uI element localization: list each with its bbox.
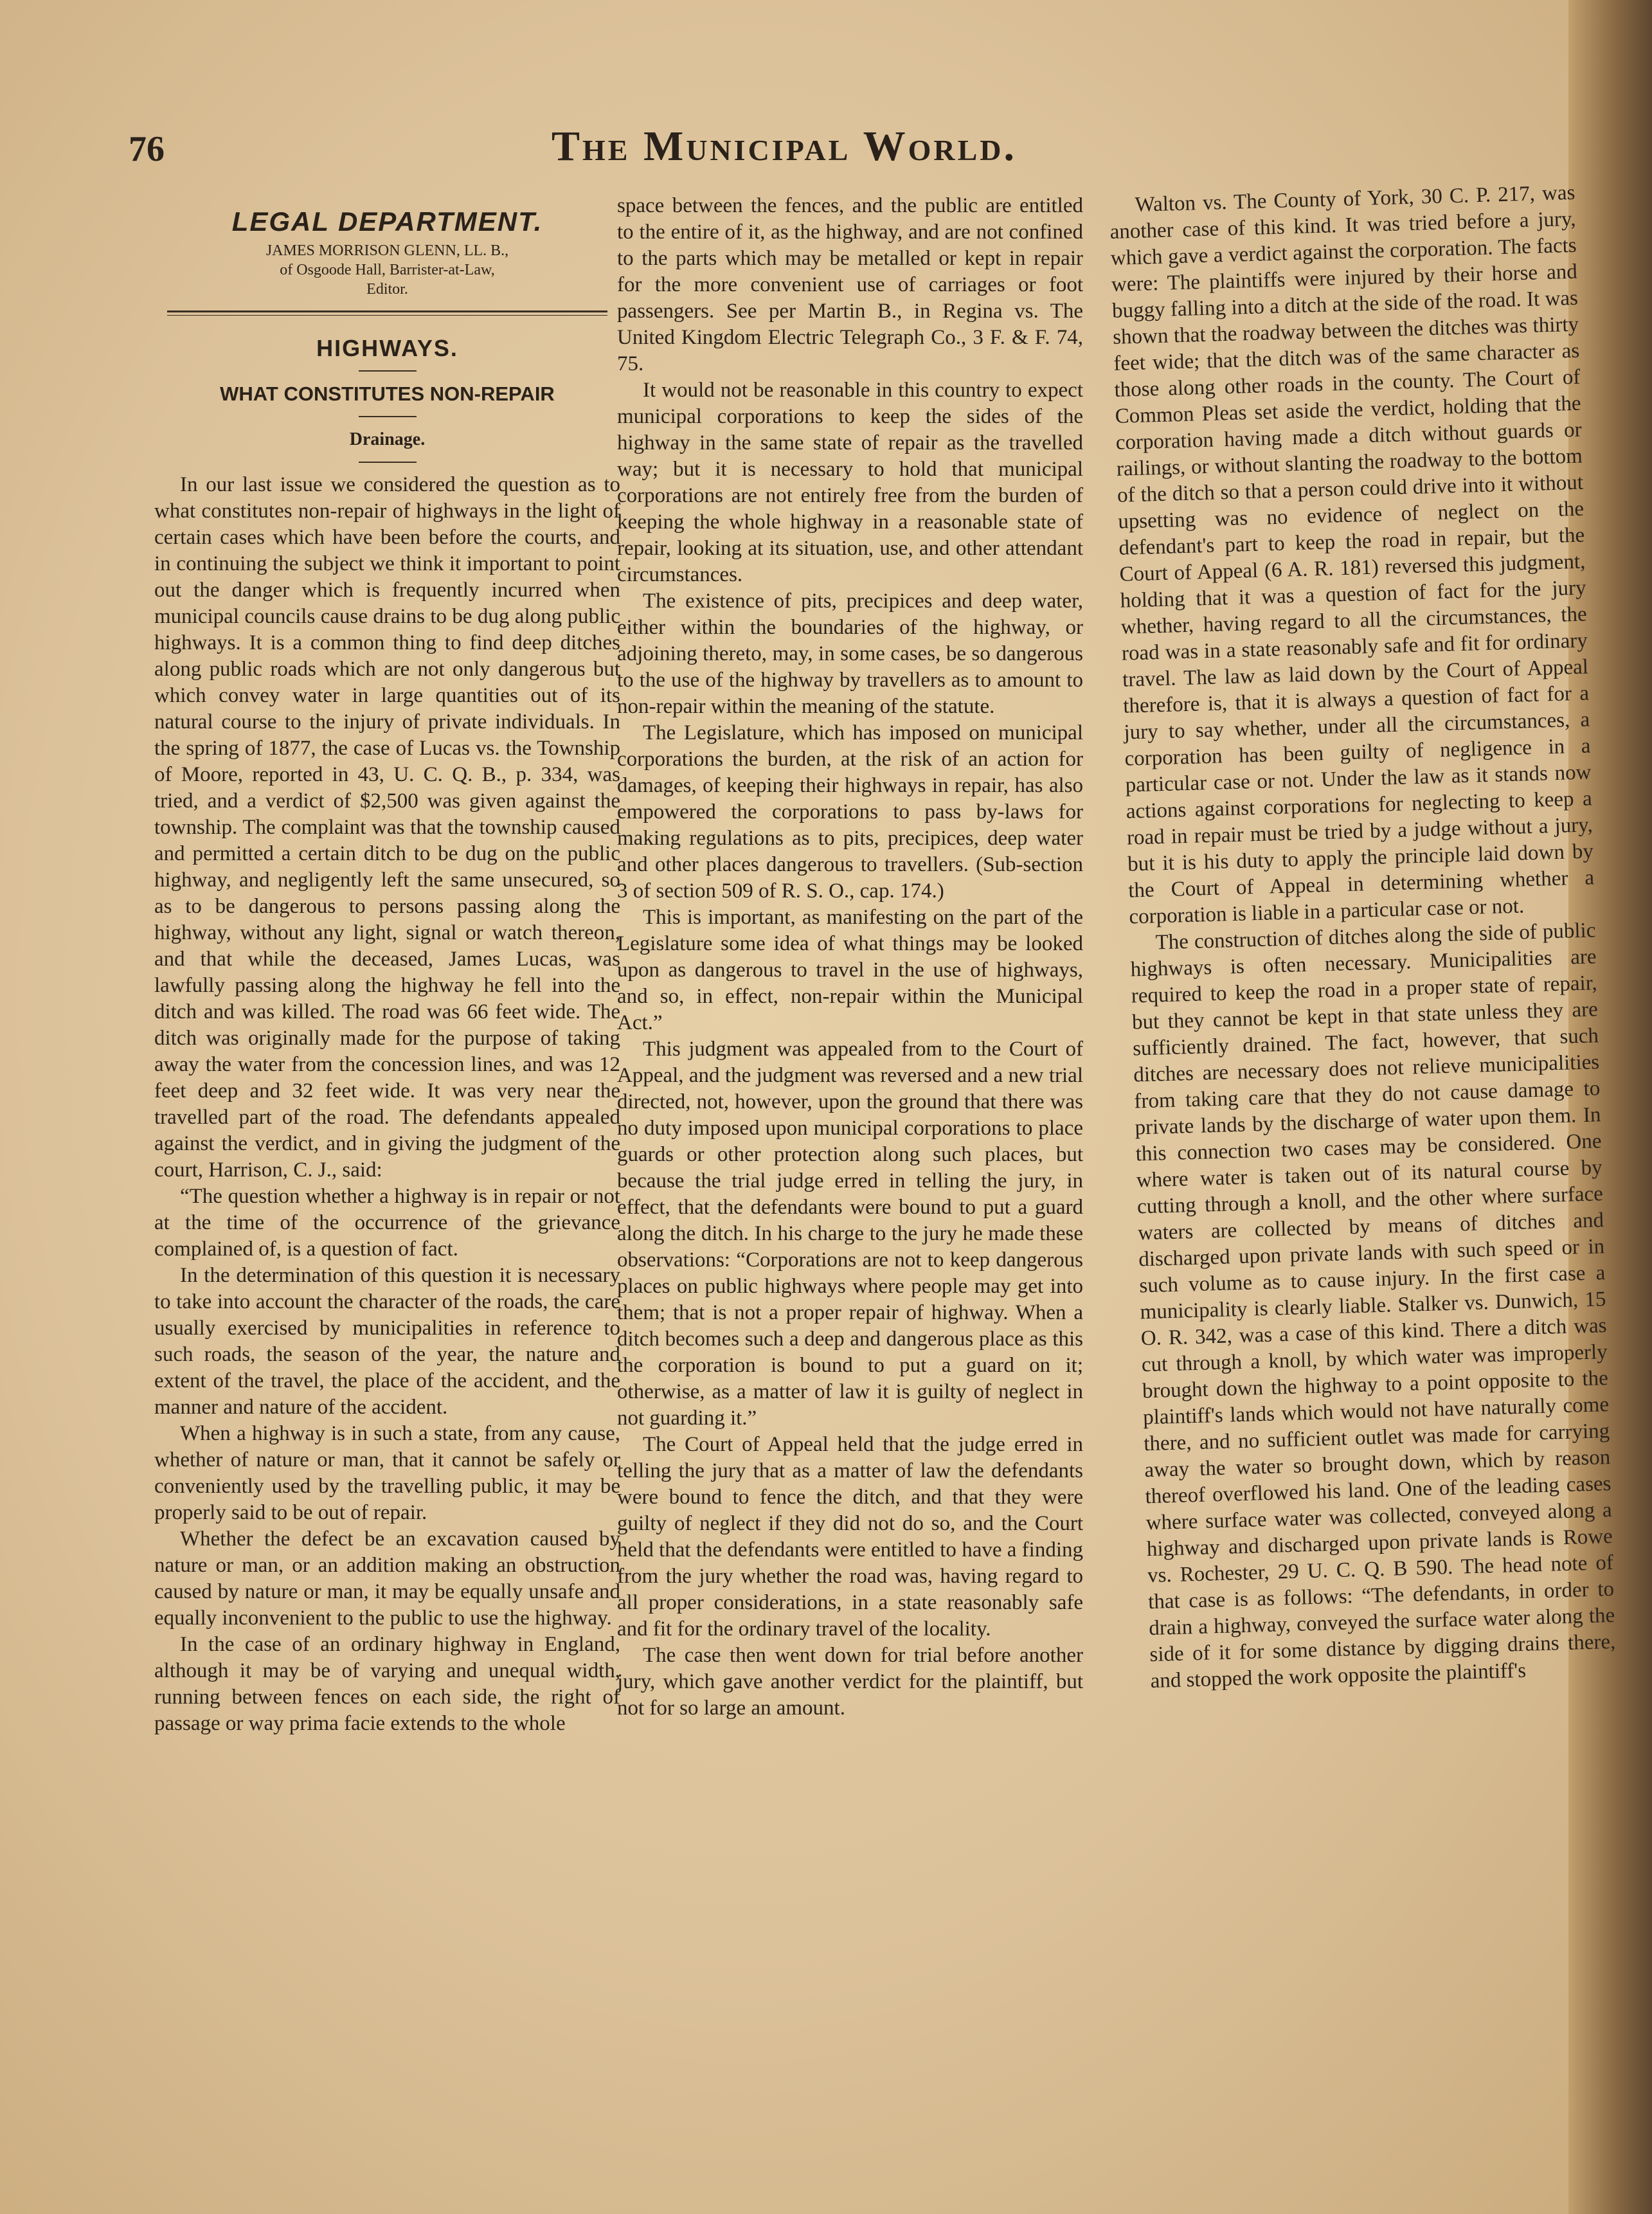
editor-role: Editor. (366, 281, 408, 298)
column-1 (154, 193, 620, 2186)
paragraph: In the case of an ordinary highway in England, although it may be of varying and unequal width, running between fences on each side, the right of passage or way prima facie extends to the whole (154, 1633, 620, 1735)
section-heading: Drainage. (349, 429, 426, 449)
editor-affiliation: of Osgoode Hall, Barrister-at-Law, (280, 262, 495, 278)
paragraph: Walton vs. The County of York, 30 C. P. 217, was another case of this kind. It was tried before a jury, which gave a verdict against the corporation. The facts were: The plaintiffs were injured by their horse and buggy falling into a ditch at the side of the road. It was shown that the roadway between the ditches was thirty feet wide; that the ditch was of the same character as those along other roads in the county. The Court of Common Pleas set aside the verdict, holding that the corporation having made a ditch without guards or railings, or without slanting the roadway to the bottom of the ditch so that a person could drive into it without upsetting was no evidence of neglect on the defendant's part to keep the road in repair, but the Court of Appeal (6 A. R. 181) reversed this judgment, holding that it was a question of fact for the jury whether, having regard to all the circumstances, the road was in a state reasonably safe and fit for ordinary travel. The law as laid down by the Court of Appeal therefore is, that it is always a question of fact for a jury to say whether, under all the circumstances, a corporation has been guilty of negligence in a particular case or not. Under the law as it stands now actions against corporations for neglecting to keep a road in repair must be tried by a judge without a jury, but it is his duty to apply the principle laid down by the Court of Appeal in determining whether a corporation is liable in a particular case or not. (1109, 181, 1595, 929)
divider (359, 462, 417, 463)
paragraph: The case then went down for trial before another jury, which gave another verdict for the plaintiff, but not for so large an amount. (617, 1644, 1083, 1720)
paragraph: space between the fences, and the public are entitled to the entire of it, as the highway, and are not confined to the parts which may be metalled or kept in repair for the more convenient use of carriages or foot passengers. See per Martin B., in Regina vs. The United Kingdom Electric Telegraph Co., 3 F. & F. 74, 75. (617, 194, 1083, 375)
page-number: 76 (129, 129, 165, 169)
article-subtitle: WHAT CONSTITUTES NON-REPAIR (220, 382, 555, 405)
paragraph: In our last issue we considered the question as to what constitutes non-repair of highways in the light of certain cases which have been before the courts, and in continuing the subject we think it important to point out the danger which is frequently incurred when municipal councils cause drains to be dug along public highways. It is a common thing to find deep ditches along public roads which are not only dangerous but which convey water in large quantities out of its natural course to the injury of private individuals. In the spring of 1877, the case of Lucas vs. the Township of Moore, reported in 43, U. C. Q. B., p. 334, was tried, and a verdict of $2,500 was given against the township. The complaint was that the township caused and permitted a certain ditch to be dug on the public highway, and negligently left the same unsecured, so as to be dangerous to persons passing along the highway, without any light, signal or watch thereon, and that while the deceased, James Lucas, was lawfully passing along the highway he fell into the ditch and was killed. The road was 66 feet wide. The ditch was originally made for the purpose of taking away the water from the concession lines, and was 12 feet deep and 32 feet wide. It was very near the travelled part of the road. The defendants appealed against the verdict, and in giving the judgment of the court, Harrison, C. J., said: (154, 473, 620, 1182)
paragraph: When a highway is in such a state, from any cause, whether of nature or man, that it cannot be safely or conveniently used by the travelling public, it may be properly said to be out of repair. (154, 1422, 620, 1524)
divider (359, 416, 417, 417)
article-title: HIGHWAYS. (316, 335, 458, 361)
paragraph: The Legislature, which has imposed on municipal corporations the burden, at the risk of an action for damages, of keeping their highways in repair, has also empowered the corporations to pass by-laws for making regulations as to pits, precipices, deep water and other places dangerous to travellers. (Sub-section 3 of section 509 of R. S. O., cap. 174.) (617, 721, 1083, 903)
paragraph: It would not be reasonable in this country to expect municipal corporations to keep the sides of the highway in the same state of repair as the travelled way; but it is necessary to hold that municipal corporations are not entirely free from the burden of keeping the whole highway in a reasonable state of repair, looking at its situation, use, and other attendant circumstances. (617, 379, 1083, 586)
paragraph: In the determination of this question it is necessary to take into account the character of the roads, the care usually exercised by municipalities in reference to such roads, the season of the year, the nature and extent of the travel, the place of the accident, and the manner and nature of the accident. (154, 1264, 620, 1419)
column-3 (1109, 180, 1630, 2185)
divider (359, 370, 417, 372)
department-title: LEGAL DEPARTMENT. (231, 206, 543, 237)
editor-name: JAMES MORRISON GLENN, LL. B., (265, 242, 509, 259)
column-2 (617, 193, 1083, 2186)
paragraph: This judgment was appealed from to the Court of Appeal, and the judgment was reversed and a new trial directed, not, however, upon the ground that there was no duty imposed upon municipal corporations to place guards or other protection along such places, but because the trial judge erred in telling the jury, in effect, that the defendants were bound to put a guard along the ditch. In his charge to the jury he made these observations: “Corporations are not to keep dangerous places on public highways where people may get into them; that is not a proper repair of highway. When a ditch becomes such a deep and dangerous place as this the corporation is bound to put a guard on it; otherwise, as a matter of law it is guilty of neglect in not guarding it.” (617, 1038, 1083, 1430)
paragraph: The construction of ditches along the side of public highways is often necessary. Municipalities are required to keep the road in a proper state of repair, but they cannot be kept in that state unless they are sufficiently drained. The fact, however, that such ditches are necessary does not relieve municipalities from taking care that they do not cause damage to private lands by the discharge of water upon them. In this connection two cases may be considered. One where water is taken out of its natural course by cutting through a knoll, and the other where surface waters are collected by means of ditches and discharged upon private lands with such speed or in such volume as to cause injury. In the first case a municipality is clearly liable. Stalker vs. Dunwich, 15 O. R. 342, was a case of this kind. There a ditch was cut through a knoll, by which water was improperly brought down the highway to a point opposite to the plaintiff's lands which would not have naturally come there, and no sufficient outlet was made for carrying away the water so brought down, which by reason thereof overflowed his land. One of the leading cases where surface water was collected, conveyed along a highway and discharged upon private lands is Rowe vs. Rochester, 29 U. C. Q. B 590. The head note of that case is as follows: “The defendants, in order to drain a highway, conveyed the surface water along the side of it for some distance by digging drains there, and stopped the work opposite the plaintiff's (1130, 919, 1616, 1693)
masthead: The Municipal World. (551, 123, 1018, 170)
paragraph: “The question whether a highway is in repair or not at the time of the occurrence of the grievance complained of, is a question of fact. (154, 1185, 620, 1261)
paragraph: The Court of Appeal held that the judge erred in telling the jury that as a matter of law the defendants were bound to fence the ditch, and that they were guilty of neglect if they did not do so, and the Court held that the defendants were entitled to have a finding from the jury whether the road was, having regard to all proper considerations, in a state reasonably safe and fit for the ordinary travel of the locality. (617, 1433, 1083, 1641)
paragraph: Whether the defect be an excavation caused by nature or man, or an addition making an obstruction caused by nature or man, it may be equally unsafe and equally inconvenient to the public to use the highway. (154, 1527, 620, 1630)
paragraph: The existence of pits, precipices and deep water, either within the boundaries of the highway, or adjoining thereto, may, in some cases, be so dangerous to the use of the highway by travellers as to amount to non-repair within the meaning of the statute. (617, 590, 1083, 718)
paragraph: This is important, as manifesting on the part of the Legislature some idea of what things may be looked upon as dangerous to travel in the use of highways, and so, in effect, non-repair within the Municipal Act.” (617, 906, 1083, 1034)
divider (167, 310, 607, 316)
